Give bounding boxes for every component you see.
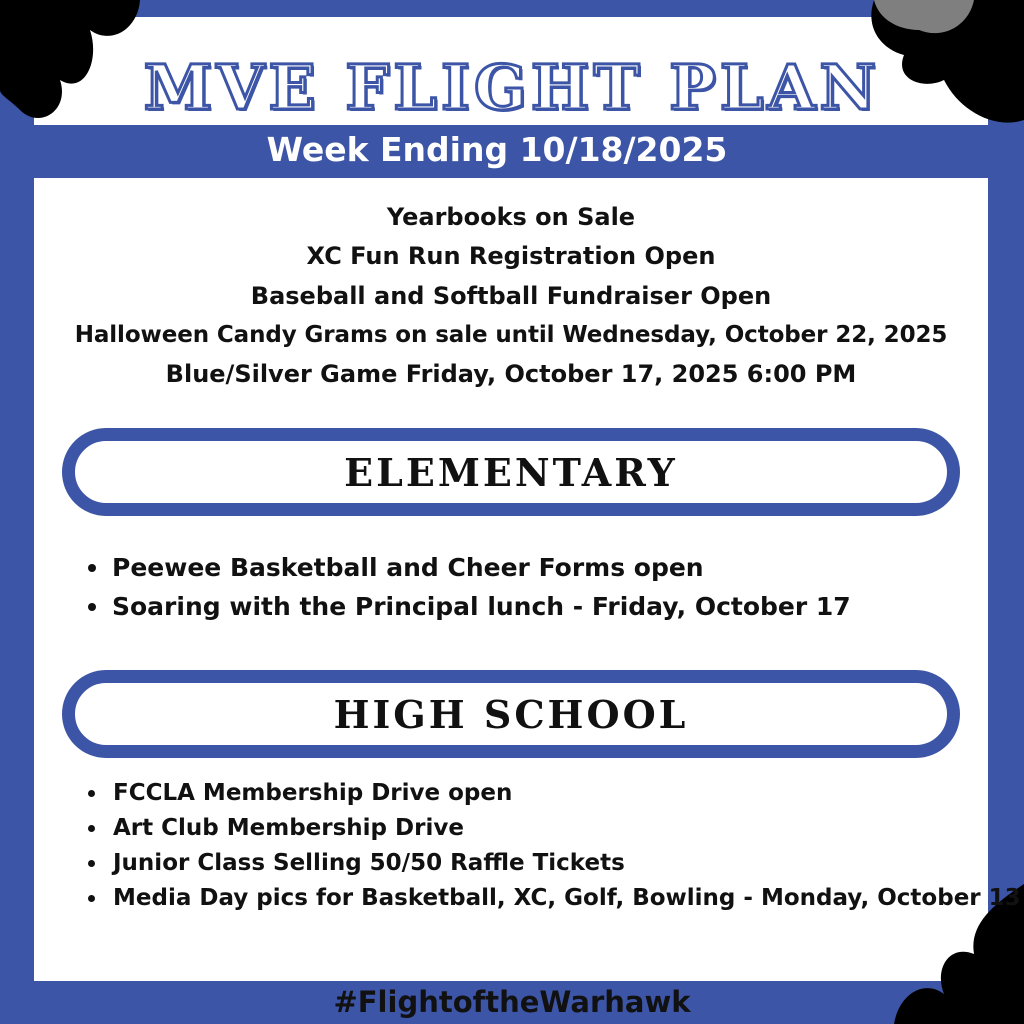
elementary-list — [88, 548, 851, 626]
bullet-icon — [88, 603, 96, 611]
bullet-icon — [88, 825, 95, 832]
high-school-heading-banner — [62, 670, 960, 758]
list-item — [88, 811, 1021, 846]
list-item-text: Media Day pics for Basketball, XC, Golf, Bowling - Monday, October 13 — [113, 885, 1021, 911]
list-item — [88, 587, 851, 626]
bullet-icon — [88, 895, 95, 902]
footer-hashtag: #FlightoftheWarhawk — [333, 985, 691, 1019]
page-title: MVE FLIGHT PLAN — [143, 51, 881, 124]
bullet-icon — [88, 790, 95, 797]
announcement-item: Yearbooks on Sale — [386, 203, 636, 231]
list-item-text: Peewee Basketball and Cheer Forms open — [112, 553, 704, 582]
list-item — [88, 846, 1021, 881]
list-item — [88, 776, 1021, 811]
elementary-heading: ELEMENTARY — [344, 449, 678, 495]
list-item-text: Junior Class Selling 50/50 Raffle Tickets — [113, 850, 625, 876]
announcement-list — [34, 198, 988, 394]
list-item-text: FCCLA Membership Drive open — [113, 780, 513, 806]
elementary-heading-banner — [62, 428, 960, 516]
announcement-item: Halloween Candy Grams on sale until Wednesday, October 22, 2025 — [74, 321, 948, 348]
list-item-text: Soaring with the Principal lunch - Friday, October 17 — [112, 592, 851, 621]
announcement-item: Blue/Silver Game Friday, October 17, 2025 6:00 PM — [165, 360, 857, 389]
bullet-icon — [88, 564, 96, 572]
list-item — [88, 881, 1021, 916]
list-item-text: Art Club Membership Drive — [113, 815, 464, 841]
high-school-heading: HIGH SCHOOL — [333, 691, 689, 737]
announcement-item: Baseball and Softball Fundraiser Open — [250, 281, 772, 310]
week-ending-label: Week Ending 10/18/2025 — [266, 130, 728, 169]
bullet-icon — [88, 860, 95, 867]
list-item — [88, 548, 851, 587]
high-school-list — [88, 776, 1021, 916]
announcement-item: XC Fun Run Registration Open — [306, 242, 716, 271]
